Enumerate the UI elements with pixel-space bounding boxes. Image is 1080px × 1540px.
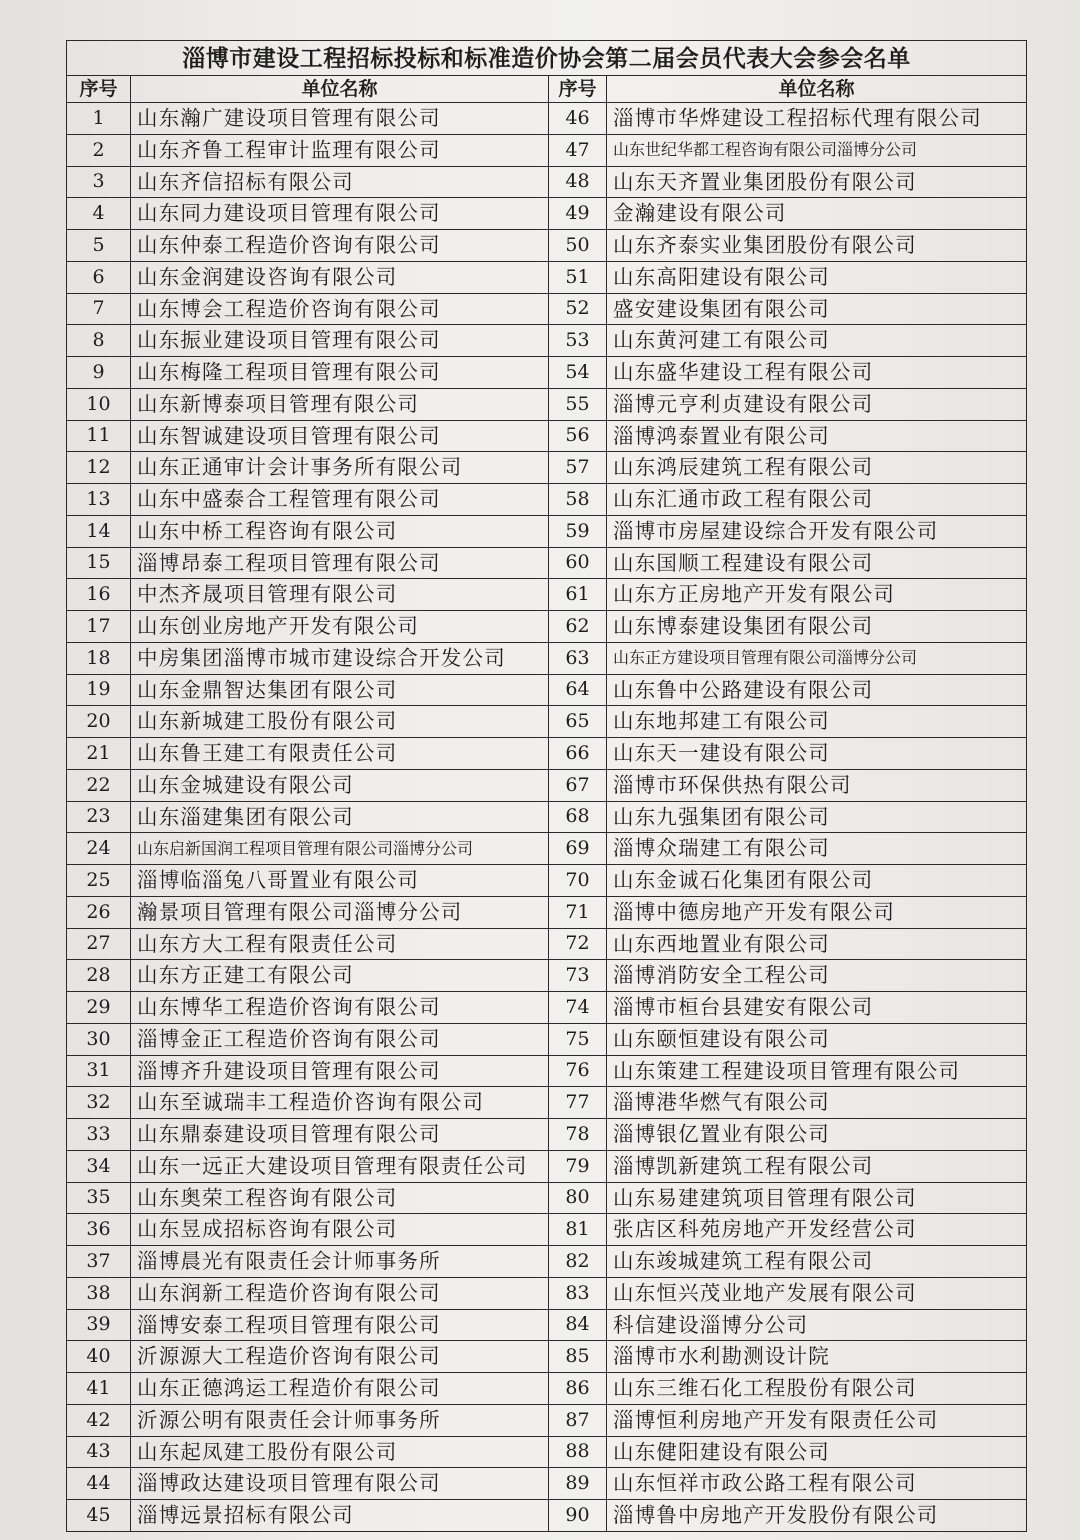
seq-cell: 76 — [549, 1055, 607, 1087]
document-title: 淄博市建设工程招标投标和标准造价协会第二届会员代表大会参会名单 — [67, 41, 1027, 76]
unit-name-cell: 山东天齐置业集团股份有限公司 — [607, 166, 1027, 198]
seq-cell: 64 — [549, 674, 607, 706]
unit-name-cell: 山东黄河建工有限公司 — [607, 325, 1027, 357]
unit-name-cell: 沂源源大工程造价咨询有限公司 — [131, 1341, 549, 1373]
seq-cell: 18 — [67, 642, 131, 674]
table-row — [67, 833, 1027, 865]
unit-name-cell: 山东恒祥市政公路工程有限公司 — [607, 1468, 1027, 1500]
table-row — [67, 1404, 1027, 1436]
unit-name-cell: 山东金润建设咨询有限公司 — [131, 261, 549, 293]
seq-cell: 89 — [549, 1468, 607, 1500]
seq-cell: 78 — [549, 1119, 607, 1151]
seq-cell: 23 — [67, 801, 131, 833]
table-row — [67, 1500, 1027, 1532]
unit-name-cell: 金瀚建设有限公司 — [607, 198, 1027, 230]
unit-name-cell: 淄博远景招标有限公司 — [131, 1500, 549, 1532]
table-row — [67, 1246, 1027, 1278]
seq-cell: 63 — [549, 642, 607, 674]
seq-cell: 71 — [549, 896, 607, 928]
unit-name-cell: 山东鲁中公路建设有限公司 — [607, 674, 1027, 706]
header-seq: 序号 — [67, 76, 131, 103]
seq-cell: 17 — [67, 611, 131, 643]
seq-cell: 35 — [67, 1182, 131, 1214]
seq-cell: 2 — [67, 134, 131, 166]
seq-cell: 62 — [549, 611, 607, 643]
table-row — [67, 293, 1027, 325]
seq-cell: 32 — [67, 1087, 131, 1119]
unit-name-cell: 山东博泰建设集团有限公司 — [607, 611, 1027, 643]
unit-name-cell: 淄博金正工程造价咨询有限公司 — [131, 1023, 549, 1055]
seq-cell: 7 — [67, 293, 131, 325]
unit-name-cell: 山东易建建筑项目管理有限公司 — [607, 1182, 1027, 1214]
unit-name-cell: 山东博会工程造价咨询有限公司 — [131, 293, 549, 325]
seq-cell: 86 — [549, 1373, 607, 1405]
seq-cell: 81 — [549, 1214, 607, 1246]
seq-cell: 37 — [67, 1246, 131, 1278]
seq-cell: 33 — [67, 1119, 131, 1151]
table-row — [67, 579, 1027, 611]
seq-cell: 87 — [549, 1404, 607, 1436]
unit-name-cell: 盛安建设集团有限公司 — [607, 293, 1027, 325]
table-row — [67, 388, 1027, 420]
seq-cell: 80 — [549, 1182, 607, 1214]
seq-cell: 74 — [549, 992, 607, 1024]
seq-cell: 61 — [549, 579, 607, 611]
unit-name-cell: 山东金鼎智达集团有限公司 — [131, 674, 549, 706]
seq-cell: 47 — [549, 134, 607, 166]
unit-name-cell: 淄博政达建设项目管理有限公司 — [131, 1468, 549, 1500]
attendee-table — [66, 40, 1027, 1532]
unit-name-cell: 山东方正建工有限公司 — [131, 960, 549, 992]
unit-name-cell: 山东汇通市政工程有限公司 — [607, 484, 1027, 516]
seq-cell: 6 — [67, 261, 131, 293]
seq-cell: 30 — [67, 1023, 131, 1055]
seq-cell: 60 — [549, 547, 607, 579]
table-row — [67, 1055, 1027, 1087]
seq-cell: 29 — [67, 992, 131, 1024]
unit-name-cell: 淄博银亿置业有限公司 — [607, 1119, 1027, 1151]
seq-cell: 88 — [549, 1436, 607, 1468]
seq-cell: 51 — [549, 261, 607, 293]
seq-cell: 59 — [549, 515, 607, 547]
table-row — [67, 1119, 1027, 1151]
unit-name-cell: 山东淄建集团有限公司 — [131, 801, 549, 833]
unit-name-cell: 山东地邦建工有限公司 — [607, 706, 1027, 738]
seq-cell: 9 — [67, 357, 131, 389]
table-row — [67, 674, 1027, 706]
table-row — [67, 1309, 1027, 1341]
seq-cell: 21 — [67, 738, 131, 770]
seq-cell: 84 — [549, 1309, 607, 1341]
seq-cell: 49 — [549, 198, 607, 230]
seq-cell: 73 — [549, 960, 607, 992]
table-row — [67, 1214, 1027, 1246]
unit-name-cell: 淄博凯新建筑工程有限公司 — [607, 1150, 1027, 1182]
table-row — [67, 1468, 1027, 1500]
table-row — [67, 166, 1027, 198]
unit-name-cell: 淄博元亨利贞建设有限公司 — [607, 388, 1027, 420]
unit-name-cell: 淄博鸿泰置业有限公司 — [607, 420, 1027, 452]
seq-cell: 45 — [67, 1500, 131, 1532]
seq-cell: 43 — [67, 1436, 131, 1468]
table-row — [67, 738, 1027, 770]
unit-name-cell: 山东国顺工程建设有限公司 — [607, 547, 1027, 579]
table-row — [67, 1182, 1027, 1214]
unit-name-cell: 山东奥荣工程咨询有限公司 — [131, 1182, 549, 1214]
table-row — [67, 1023, 1027, 1055]
unit-name-cell: 山东齐泰实业集团股份有限公司 — [607, 230, 1027, 262]
unit-name-cell: 山东一远正大建设项目管理有限责任公司 — [131, 1150, 549, 1182]
table-row — [67, 325, 1027, 357]
unit-name-cell: 山东金诚石化集团有限公司 — [607, 865, 1027, 897]
seq-cell: 56 — [549, 420, 607, 452]
unit-name-cell: 山东中盛泰合工程管理有限公司 — [131, 484, 549, 516]
seq-cell: 67 — [549, 769, 607, 801]
unit-name-cell: 山东方正房地产开发有限公司 — [607, 579, 1027, 611]
table-row — [67, 801, 1027, 833]
unit-name-cell: 淄博恒利房地产开发有限责任公司 — [607, 1404, 1027, 1436]
unit-name-cell: 山东梅隆工程项目管理有限公司 — [131, 357, 549, 389]
table-row — [67, 611, 1027, 643]
seq-cell: 10 — [67, 388, 131, 420]
seq-cell: 79 — [549, 1150, 607, 1182]
unit-name-cell: 山东起凤建工股份有限公司 — [131, 1436, 549, 1468]
seq-cell: 48 — [549, 166, 607, 198]
unit-name-cell: 淄博港华燃气有限公司 — [607, 1087, 1027, 1119]
table-row — [67, 642, 1027, 674]
table-row — [67, 103, 1027, 135]
seq-cell: 24 — [67, 833, 131, 865]
unit-name-cell: 淄博众瑞建工有限公司 — [607, 833, 1027, 865]
unit-name-cell: 山东正德鸿运工程造价有限公司 — [131, 1373, 549, 1405]
unit-name-cell: 淄博市水利勘测设计院 — [607, 1341, 1027, 1373]
table-row — [67, 1087, 1027, 1119]
seq-cell: 55 — [549, 388, 607, 420]
seq-cell: 8 — [67, 325, 131, 357]
unit-name-cell: 山东振业建设项目管理有限公司 — [131, 325, 549, 357]
seq-cell: 41 — [67, 1373, 131, 1405]
seq-cell: 68 — [549, 801, 607, 833]
unit-name-cell: 山东九强集团有限公司 — [607, 801, 1027, 833]
unit-name-cell: 山东鼎泰建设项目管理有限公司 — [131, 1119, 549, 1151]
seq-cell: 82 — [549, 1246, 607, 1278]
seq-cell: 44 — [67, 1468, 131, 1500]
table-body — [67, 103, 1027, 1532]
table-row — [67, 547, 1027, 579]
seq-cell: 4 — [67, 198, 131, 230]
seq-cell: 22 — [67, 769, 131, 801]
seq-cell: 90 — [549, 1500, 607, 1532]
unit-name-cell: 山东瀚广建设项目管理有限公司 — [131, 103, 549, 135]
unit-name-cell: 淄博安泰工程项目管理有限公司 — [131, 1309, 549, 1341]
unit-name-cell: 山东金城建设有限公司 — [131, 769, 549, 801]
unit-name-cell: 山东正通审计会计事务所有限公司 — [131, 452, 549, 484]
seq-cell: 15 — [67, 547, 131, 579]
unit-name-cell: 山东健阳建设有限公司 — [607, 1436, 1027, 1468]
table-row — [67, 1150, 1027, 1182]
seq-cell: 72 — [549, 928, 607, 960]
seq-cell: 31 — [67, 1055, 131, 1087]
unit-name-cell: 山东创业房地产开发有限公司 — [131, 611, 549, 643]
unit-name-cell: 山东润新工程造价咨询有限公司 — [131, 1277, 549, 1309]
unit-name-cell: 山东齐鲁工程审计监理有限公司 — [131, 134, 549, 166]
table-row — [67, 1277, 1027, 1309]
seq-cell: 5 — [67, 230, 131, 262]
seq-cell: 19 — [67, 674, 131, 706]
unit-name-cell: 山东西地置业有限公司 — [607, 928, 1027, 960]
unit-name-cell: 山东至诚瑞丰工程造价咨询有限公司 — [131, 1087, 549, 1119]
table-row — [67, 484, 1027, 516]
unit-name-cell: 淄博齐升建设项目管理有限公司 — [131, 1055, 549, 1087]
table-row — [67, 230, 1027, 262]
unit-name-cell: 沂源公明有限责任会计师事务所 — [131, 1404, 549, 1436]
seq-cell: 54 — [549, 357, 607, 389]
seq-cell: 20 — [67, 706, 131, 738]
table-row — [67, 992, 1027, 1024]
seq-cell: 65 — [549, 706, 607, 738]
unit-name-cell: 瀚景项目管理有限公司淄博分公司 — [131, 896, 549, 928]
seq-cell: 77 — [549, 1087, 607, 1119]
unit-name-cell: 山东启新国润工程项目管理有限公司淄博分公司 — [131, 833, 549, 865]
seq-cell: 36 — [67, 1214, 131, 1246]
table-row — [67, 960, 1027, 992]
unit-name-cell: 淄博鲁中房地产开发股份有限公司 — [607, 1500, 1027, 1532]
seq-cell: 16 — [67, 579, 131, 611]
unit-name-cell: 山东新博泰项目管理有限公司 — [131, 388, 549, 420]
unit-name-cell: 山东竣城建筑工程有限公司 — [607, 1246, 1027, 1278]
seq-cell: 12 — [67, 452, 131, 484]
table-row — [67, 420, 1027, 452]
unit-name-cell: 山东智诚建设项目管理有限公司 — [131, 420, 549, 452]
seq-cell: 75 — [549, 1023, 607, 1055]
unit-name-cell: 山东同力建设项目管理有限公司 — [131, 198, 549, 230]
unit-name-cell: 淄博市环保供热有限公司 — [607, 769, 1027, 801]
seq-cell: 57 — [549, 452, 607, 484]
seq-cell: 14 — [67, 515, 131, 547]
unit-name-cell: 山东天一建设有限公司 — [607, 738, 1027, 770]
unit-name-cell: 中房集团淄博市城市建设综合开发公司 — [131, 642, 549, 674]
seq-cell: 34 — [67, 1150, 131, 1182]
seq-cell: 58 — [549, 484, 607, 516]
table-row — [67, 769, 1027, 801]
header-seq-2: 序号 — [549, 76, 607, 103]
table-row — [67, 1436, 1027, 1468]
unit-name-cell: 山东鸿辰建筑工程有限公司 — [607, 452, 1027, 484]
unit-name-cell: 山东博华工程造价咨询有限公司 — [131, 992, 549, 1024]
seq-cell: 11 — [67, 420, 131, 452]
seq-cell: 26 — [67, 896, 131, 928]
seq-cell: 42 — [67, 1404, 131, 1436]
unit-name-cell: 淄博消防安全工程公司 — [607, 960, 1027, 992]
seq-cell: 28 — [67, 960, 131, 992]
seq-cell: 39 — [67, 1309, 131, 1341]
attendee-table-wrap — [66, 40, 1026, 1532]
table-row — [67, 865, 1027, 897]
table-row — [67, 896, 1027, 928]
unit-name-cell: 山东方大工程有限责任公司 — [131, 928, 549, 960]
seq-cell: 69 — [549, 833, 607, 865]
unit-name-cell: 山东颐恒建设有限公司 — [607, 1023, 1027, 1055]
table-row — [67, 198, 1027, 230]
table-row — [67, 357, 1027, 389]
unit-name-cell: 山东世纪华都工程咨询有限公司淄博分公司 — [607, 134, 1027, 166]
header-name-2: 单位名称 — [607, 76, 1027, 103]
seq-cell: 70 — [549, 865, 607, 897]
table-row — [67, 1373, 1027, 1405]
seq-cell: 85 — [549, 1341, 607, 1373]
table-row — [67, 515, 1027, 547]
unit-name-cell: 淄博市华烨建设工程招标代理有限公司 — [607, 103, 1027, 135]
table-row — [67, 1341, 1027, 1373]
table-row — [67, 706, 1027, 738]
seq-cell: 1 — [67, 103, 131, 135]
unit-name-cell: 张店区科苑房地产开发经营公司 — [607, 1214, 1027, 1246]
seq-cell: 27 — [67, 928, 131, 960]
unit-name-cell: 山东正方建设项目管理有限公司淄博分公司 — [607, 642, 1027, 674]
seq-cell: 53 — [549, 325, 607, 357]
seq-cell: 3 — [67, 166, 131, 198]
table-row — [67, 134, 1027, 166]
unit-name-cell: 山东高阳建设有限公司 — [607, 261, 1027, 293]
seq-cell: 66 — [549, 738, 607, 770]
unit-name-cell: 山东昱成招标咨询有限公司 — [131, 1214, 549, 1246]
unit-name-cell: 淄博中德房地产开发有限公司 — [607, 896, 1027, 928]
table-row — [67, 928, 1027, 960]
unit-name-cell: 淄博市桓台县建安有限公司 — [607, 992, 1027, 1024]
unit-name-cell: 山东三维石化工程股份有限公司 — [607, 1373, 1027, 1405]
unit-name-cell: 山东新城建工股份有限公司 — [131, 706, 549, 738]
unit-name-cell: 山东鲁王建工有限责任公司 — [131, 738, 549, 770]
seq-cell: 25 — [67, 865, 131, 897]
unit-name-cell: 科信建设淄博分公司 — [607, 1309, 1027, 1341]
unit-name-cell: 山东中桥工程咨询有限公司 — [131, 515, 549, 547]
table-row — [67, 452, 1027, 484]
table-row — [67, 261, 1027, 293]
seq-cell: 38 — [67, 1277, 131, 1309]
seq-cell: 52 — [549, 293, 607, 325]
unit-name-cell: 中杰齐晟项目管理有限公司 — [131, 579, 549, 611]
unit-name-cell: 山东仲泰工程造价咨询有限公司 — [131, 230, 549, 262]
seq-cell: 50 — [549, 230, 607, 262]
unit-name-cell: 山东齐信招标有限公司 — [131, 166, 549, 198]
seq-cell: 40 — [67, 1341, 131, 1373]
unit-name-cell: 淄博临淄兔八哥置业有限公司 — [131, 865, 549, 897]
seq-cell: 13 — [67, 484, 131, 516]
unit-name-cell: 山东恒兴茂业地产发展有限公司 — [607, 1277, 1027, 1309]
unit-name-cell: 山东策建工程建设项目管理有限公司 — [607, 1055, 1027, 1087]
unit-name-cell: 山东盛华建设工程有限公司 — [607, 357, 1027, 389]
header-name: 单位名称 — [131, 76, 549, 103]
seq-cell: 46 — [549, 103, 607, 135]
unit-name-cell: 淄博市房屋建设综合开发有限公司 — [607, 515, 1027, 547]
seq-cell: 83 — [549, 1277, 607, 1309]
unit-name-cell: 淄博晨光有限责任会计师事务所 — [131, 1246, 549, 1278]
unit-name-cell: 淄博昂泰工程项目管理有限公司 — [131, 547, 549, 579]
